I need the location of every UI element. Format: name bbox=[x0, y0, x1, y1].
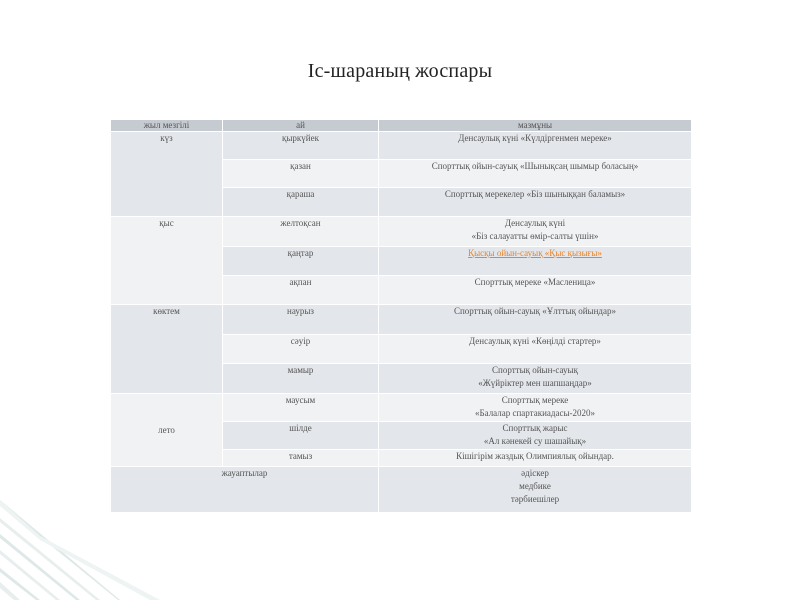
header-content: мазмұны bbox=[379, 120, 692, 132]
content-cell: Денсаулық күні «Біз салауатты өмір-салты үшін» bbox=[379, 217, 692, 247]
table-row bbox=[111, 132, 692, 160]
responsible-people: әдіскер медбике тәрбиешілер bbox=[379, 467, 692, 513]
content-cell: Денсаулық күні «Күлдіргенмен мереке» bbox=[379, 132, 692, 160]
content-cell: Спорттық мерекелер «Біз шыныққан баламыз» bbox=[379, 188, 692, 217]
content-cell: Спорттық ойын-сауық «Шынықсаң шымыр боласың» bbox=[379, 160, 692, 188]
winter-fun-link[interactable]: Қысқы ойын-сауық «Қыс қызығы» bbox=[468, 248, 602, 258]
month-cell: мамыр bbox=[223, 364, 379, 394]
responsible-label: жауаптылар bbox=[111, 467, 379, 513]
table-row bbox=[111, 217, 692, 247]
table-row bbox=[111, 305, 692, 335]
event-plan-table bbox=[110, 119, 692, 513]
slide-title: Іс-шараның жоспары bbox=[307, 60, 493, 82]
season-cell-summer: лето bbox=[111, 394, 223, 467]
month-cell: қазан bbox=[223, 160, 379, 188]
month-cell: қыркүйек bbox=[223, 132, 379, 160]
month-cell: шілде bbox=[223, 422, 379, 450]
content-cell: Спорттық мереке «Балалар спартакиадасы-2020» bbox=[379, 394, 692, 422]
month-cell: тамыз bbox=[223, 450, 379, 467]
content-cell: Спорттық ойын-сауық «Жүйріктер мен шапшаңдар» bbox=[379, 364, 692, 394]
season-cell-winter: қыс bbox=[111, 217, 223, 305]
content-cell: Спорттық ойын-сауық «Ұлттық ойындар» bbox=[379, 305, 692, 335]
season-cell-autumn: күз bbox=[111, 132, 223, 217]
table-header-row bbox=[111, 120, 692, 132]
month-cell: наурыз bbox=[223, 305, 379, 335]
content-cell: Спорттық мереке «Масленица» bbox=[379, 276, 692, 305]
month-cell: маусым bbox=[223, 394, 379, 422]
month-cell: қаңтар bbox=[223, 247, 379, 276]
content-cell: Денсаулық күні «Көңілді стартер» bbox=[379, 335, 692, 364]
header-season: жыл мезгілі bbox=[111, 120, 223, 132]
content-cell bbox=[379, 247, 692, 276]
table-row bbox=[111, 394, 692, 422]
header-month: ай bbox=[223, 120, 379, 132]
month-cell: қараша bbox=[223, 188, 379, 217]
season-cell-spring: көктем bbox=[111, 305, 223, 394]
responsible-row bbox=[111, 467, 692, 513]
content-cell: Кішігірім жаздық Олимпиялық ойындар. bbox=[379, 450, 692, 467]
month-cell: желтоқсан bbox=[223, 217, 379, 247]
content-cell: Спорттық жарыс «Ал кәнекей су шашайық» bbox=[379, 422, 692, 450]
month-cell: сәуір bbox=[223, 335, 379, 364]
month-cell: ақпан bbox=[223, 276, 379, 305]
